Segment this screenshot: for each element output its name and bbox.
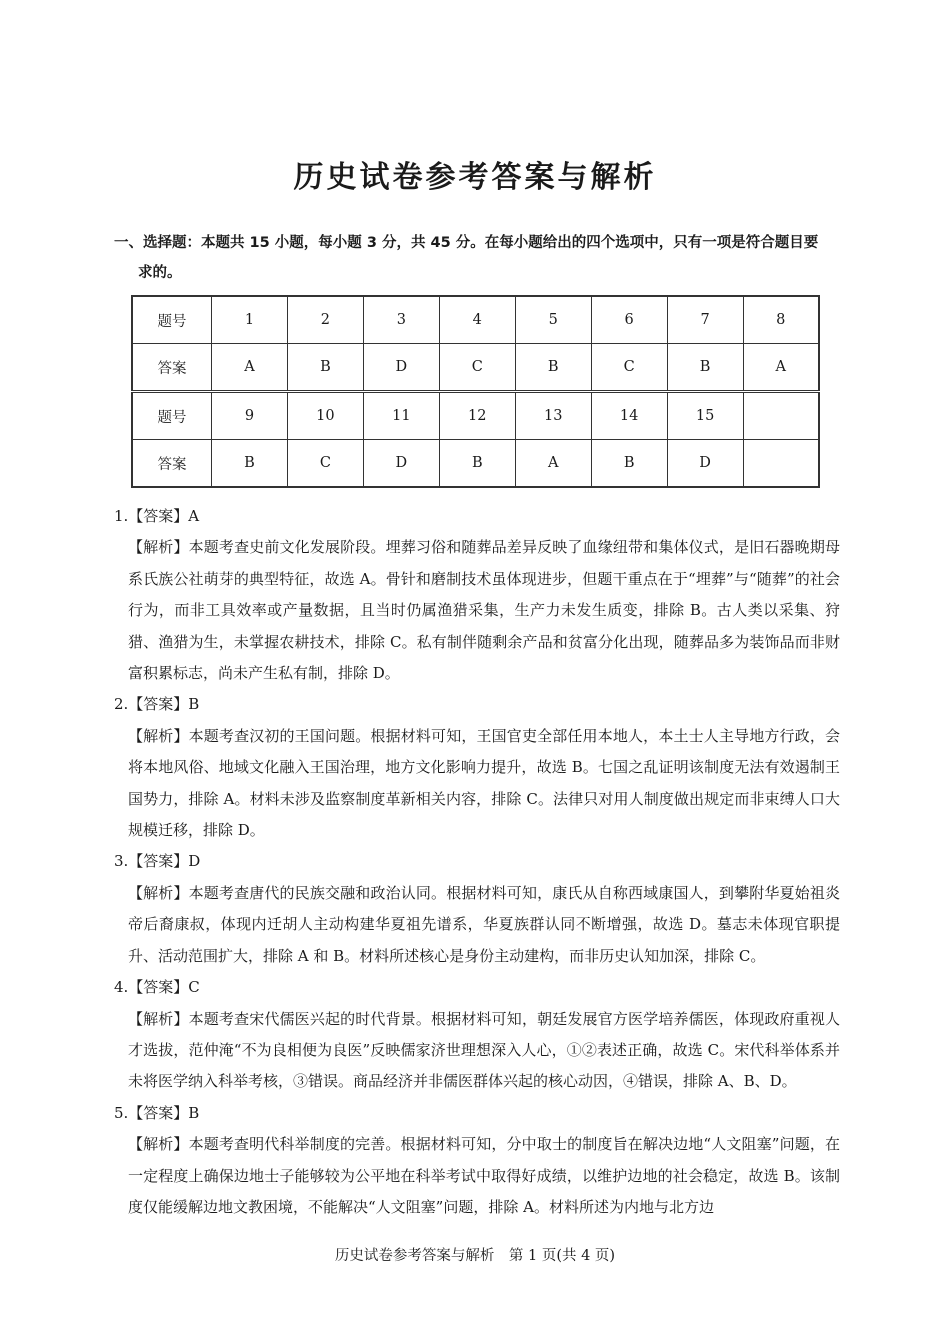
- answer-cell: C: [287, 440, 363, 488]
- page-footer: 历史试卷参考答案与解析 第 1 页(共 4 页): [334, 1248, 616, 1264]
- row-label-number: 题号: [132, 296, 212, 344]
- answer-cell: D: [363, 344, 439, 392]
- question-number-cell: 14: [591, 392, 667, 440]
- answer-line-3: 3.【答案】D: [114, 852, 201, 871]
- answer-table: [131, 295, 820, 488]
- analysis-paragraph-2: 【解析】本题考查汉初的王国问题。根据材料可知，王国官吏全部任用本地人，本土士人主导地方行政，会将本地风俗、地域文化融入王国治理，地方文化影响力提升，故选 B。七国之乱证明该制度无法有效遏制王国势力，排除 A。材料未涉及监察制度革新相关内容，排除 C。法律只对用人制度做出规定而非束缚人口大规模迁移，排除 D。: [128, 726, 840, 840]
- explanations: [114, 501, 840, 1223]
- answer-cell: C: [591, 344, 667, 392]
- answer-cell: B: [212, 440, 288, 488]
- question-number-cell: 11: [363, 392, 439, 440]
- question-number-cell: 13: [515, 392, 591, 440]
- question-number-cell: 10: [287, 392, 363, 440]
- analysis-paragraph-1: 【解析】本题考查史前文化发展阶段。埋葬习俗和随葬品差异反映了血缘纽带和集体仪式，是旧石器晚期母系氏族公社萌芽的典型特征，故选 A。骨针和磨制技术虽体现进步，但题干重点在于“埋葬”与“随葬”的社会行为，而非工具效率或产量数据，且当时仍属渔猎采集，生产力未发生质变，排除 B。古人类以采集、狩猎、渔猎为生，未掌握农耕技术，排除 C。私有制伴随剩余产品和贫富分化出现，随葬品多为装饰品而非财富积累标志，尚未产生私有制，排除 D。: [128, 538, 840, 683]
- section-heading: [114, 228, 844, 288]
- section-heading-line1: 一、选择题：本题共 15 小题，每小题 3 分，共 45 分。在每小题给出的四个选项中，只有一项是符合题目要: [114, 235, 819, 251]
- empty-cell: [743, 392, 819, 440]
- row-label-answer: 答案: [132, 440, 212, 488]
- question-number-cell: 7: [667, 296, 743, 344]
- answer-line-4: 4.【答案】C: [114, 978, 200, 997]
- section-heading-line2: 求的。: [138, 265, 182, 281]
- question-number-cell: 12: [439, 392, 515, 440]
- question-number-cell: 4: [439, 296, 515, 344]
- answer-cell: B: [287, 344, 363, 392]
- answer-cell: C: [439, 344, 515, 392]
- question-number-cell: 3: [363, 296, 439, 344]
- question-number-cell: 6: [591, 296, 667, 344]
- question-number-cell: 1: [212, 296, 288, 344]
- answer-cell: B: [439, 440, 515, 488]
- answer-cell: A: [743, 344, 819, 392]
- answer-line-5: 5.【答案】B: [114, 1103, 200, 1122]
- empty-cell: [743, 440, 819, 488]
- table-row-numbers-1: [132, 296, 819, 344]
- answer-cell: D: [363, 440, 439, 488]
- analysis-paragraph-5: 【解析】本题考查明代科举制度的完善。根据材料可知，分中取士的制度旨在解决边地“人文阻塞”问题，在一定程度上确保边地士子能够较为公平地在科举考试中取得好成绩，以维护边地的社会稳定，故选 B。该制度仅能缓解边地文教困境，不能解决“人文阻塞”问题，排除 A。材料所述为内地与北方边: [128, 1135, 840, 1216]
- question-number-cell: 5: [515, 296, 591, 344]
- table-row-answers-1: [132, 344, 819, 392]
- question-number-cell: 2: [287, 296, 363, 344]
- analysis-paragraph-3: 【解析】本题考查唐代的民族交融和政治认同。根据材料可知，康氏从自称西域康国人，到攀附华夏始祖炎帝后裔康叔，体现内迁胡人主动构建华夏祖先谱系，华夏族群认同不断增强，故选 D。墓志未体现官职提升、活动范围扩大，排除 A 和 B。材料所述核心是身份主动建构，而非历史认知加深，排除 C。: [128, 883, 840, 965]
- analysis-paragraph-4: 【解析】本题考查宋代儒医兴起的时代背景。根据材料可知，朝廷发展官方医学培养儒医，体现政府重视人才选拔，范仲淹“不为良相便为良医”反映儒家济世理想深入人心，①②表述正确，故选 C。宋代科举体系并未将医学纳入科举考核，③错误。商品经济并非儒医群体兴起的核心动因，④错误，排除 A、B、D。: [128, 1009, 840, 1091]
- answer-cell: B: [667, 344, 743, 392]
- question-number-cell: 15: [667, 392, 743, 440]
- answer-cell: B: [515, 344, 591, 392]
- answer-cell: D: [667, 440, 743, 488]
- row-label-number: 题号: [132, 392, 212, 440]
- table-row-numbers-2: [132, 392, 819, 440]
- page-title: 历史试卷参考答案与解析: [293, 160, 657, 195]
- question-number-cell: 9: [212, 392, 288, 440]
- question-number-cell: 8: [743, 296, 819, 344]
- table-row-answers-2: [132, 440, 819, 488]
- answer-cell: A: [515, 440, 591, 488]
- answer-cell: A: [212, 344, 288, 392]
- answer-line-2: 2.【答案】B: [114, 695, 200, 714]
- answer-cell: B: [591, 440, 667, 488]
- answer-line-1: 1.【答案】A: [114, 507, 200, 525]
- row-label-answer: 答案: [132, 344, 212, 392]
